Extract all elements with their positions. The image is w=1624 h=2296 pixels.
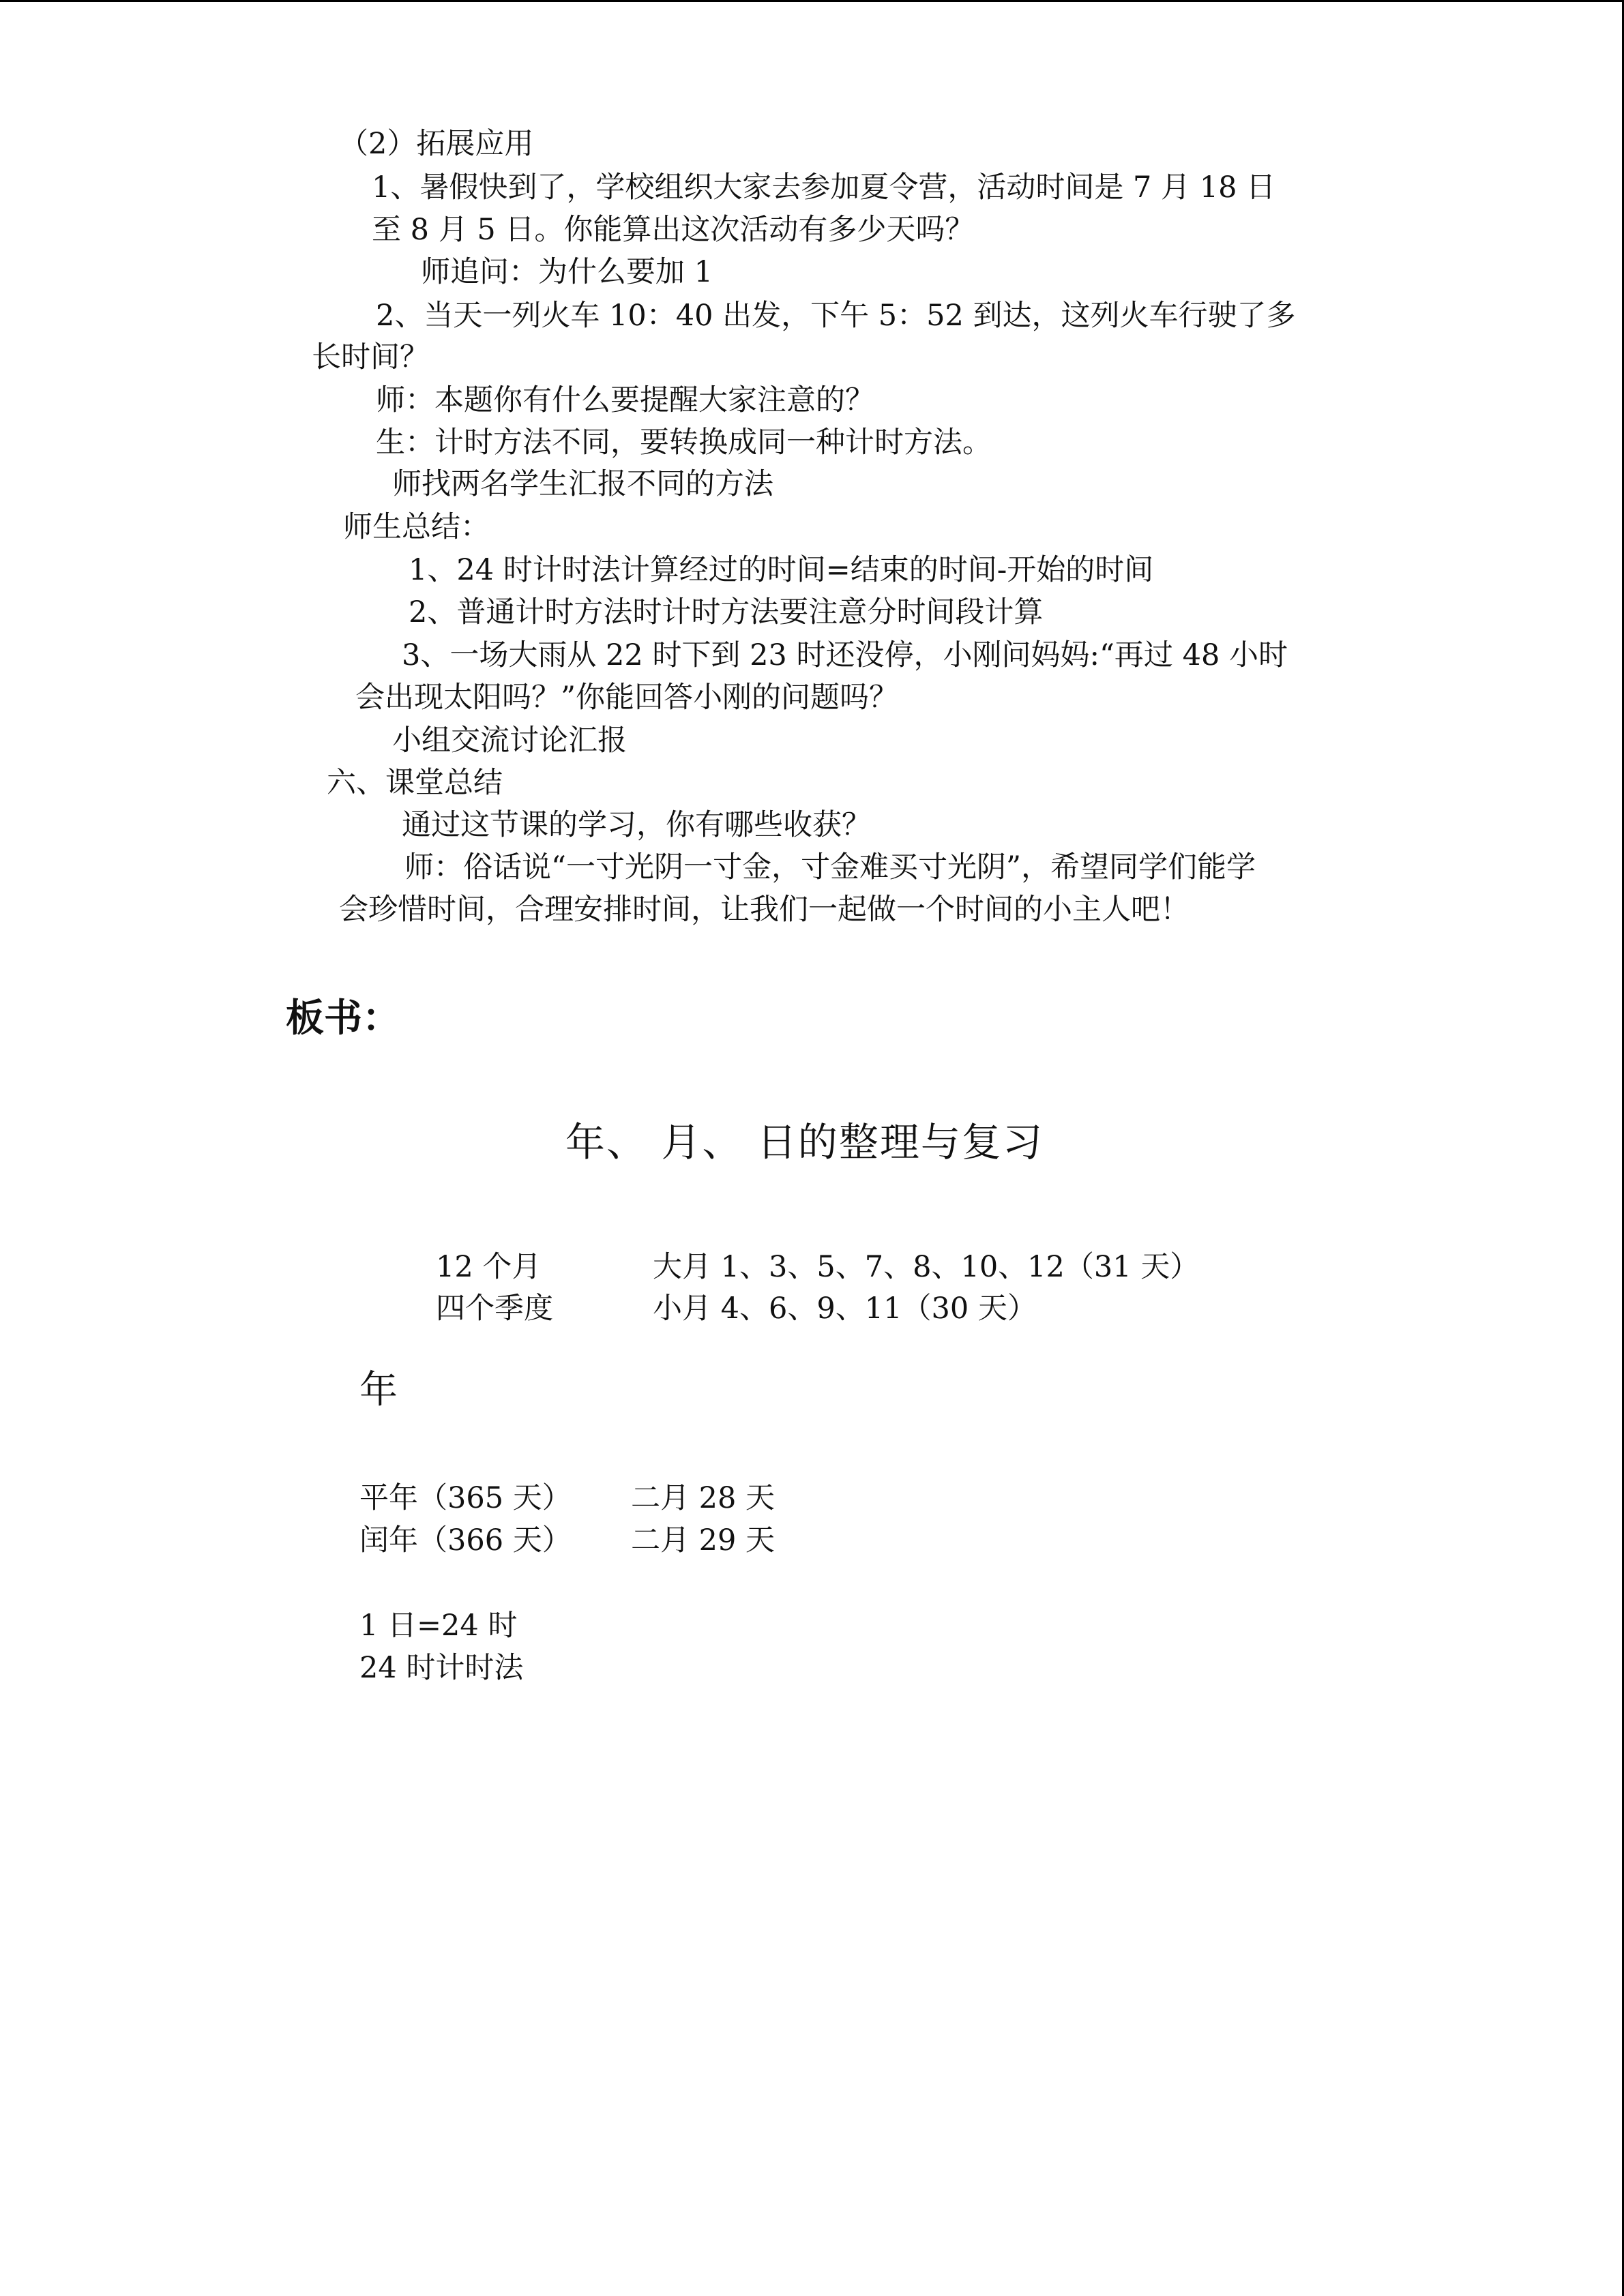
lesson-line: 1、24 时计时法计算经过的时间=结束的时间-开始的时间: [409, 553, 1154, 587]
lesson-line: 至 8 月 5 日。你能算出这次活动有多少天吗？: [372, 213, 975, 247]
seasons-count: 四个季度: [436, 1292, 553, 1326]
lesson-line: 小组交流讨论汇报: [392, 724, 627, 758]
lesson-line: 3、一场大雨从 22 时下到 23 时还没停，小刚问妈妈:“再过 48 小时: [402, 638, 1288, 672]
lesson-line: 会出现太阳吗？”你能回答小刚的问题吗？: [355, 681, 898, 715]
lesson-line: 师：本题你有什么要提醒大家注意的？: [376, 383, 874, 417]
leap-year: 闰年（366 天）: [359, 1523, 572, 1557]
lesson-line: 师找两名学生汇报不同的方法: [392, 467, 773, 501]
lesson-line: 通过这节课的学习，你有哪些收获？: [402, 808, 871, 842]
lesson-line: 2、当天一列火车 10：40 出发，下午 5：52 到达，这列火车行驶了多: [376, 299, 1296, 333]
months-count: 12 个月: [436, 1250, 542, 1284]
day-hours: 1 日=24 时: [359, 1609, 518, 1643]
common-year: 平年（365 天）: [359, 1481, 572, 1515]
lesson-line: 1、暑假快到了，学校组织大家去参加夏令营，活动时间是 7 月 18 日: [372, 170, 1276, 205]
board-title: 年、 月、 日的整理与复习: [565, 1119, 1044, 1165]
lesson-line: 师追问：为什么要加 1: [421, 255, 713, 289]
lesson-line: （2）拓展应用: [339, 127, 534, 161]
year-label: 年: [359, 1368, 398, 1412]
lesson-line: 师生总结：: [343, 510, 490, 544]
common-year-february: 二月 28 天: [631, 1481, 776, 1515]
lesson-line: 六、课堂总结: [327, 766, 503, 800]
page-top-border: [0, 0, 1624, 2]
lesson-line: 生：计时方法不同，要转换成同一种计时方法。: [376, 426, 992, 460]
lesson-line: 长时间？: [312, 340, 429, 374]
lesson-line: 2、普通计时方法时计时方法要注意分时间段计算: [409, 595, 1044, 629]
lesson-line: 师：俗话说“一寸光阴一寸金，寸金难买寸光阴”，希望同学们能学: [404, 850, 1256, 884]
board-heading: 板书：: [286, 996, 400, 1041]
big-months: 大月 1、3、5、7、8、10、12（31 天）: [653, 1250, 1200, 1284]
clock-system: 24 时计时法: [359, 1651, 524, 1685]
leap-year-february: 二月 29 天: [631, 1523, 776, 1557]
lesson-line: 会珍惜时间，合理安排时间，让我们一起做一个时间的小主人吧！: [339, 893, 1190, 927]
small-months: 小月 4、6、9、11（30 天）: [653, 1292, 1037, 1326]
